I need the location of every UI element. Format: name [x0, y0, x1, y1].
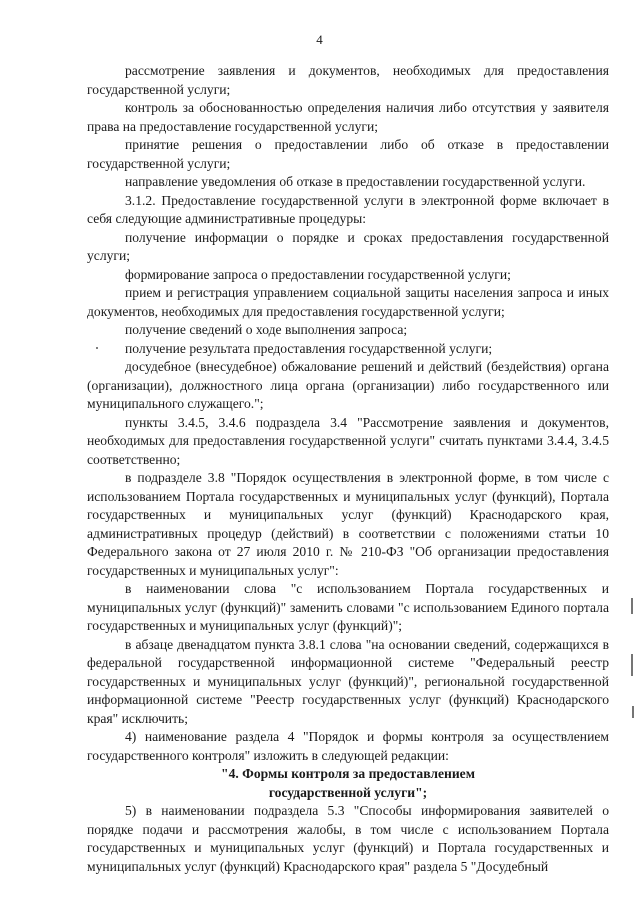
paragraph: контроль за обоснованностью определения наличия либо отсутствия у заявителя права на предоставление государственной услуги;	[87, 100, 609, 134]
paragraph: в наименовании слова "с использованием Портала государственных и муниципальных услуг (функций)" заменить словами "с использованием Единого портала государственных и муниципальных услуг (функций)";	[87, 581, 609, 633]
scan-speck	[96, 347, 98, 349]
paragraph: 5) в наименовании подраздела 5.3 "Способы информирования заявителей о порядке подачи и рассмотрения жалобы, в том числе с использованием Портала государственных и муниципальных услуг (функций) и Портала государственных и муниципальных услуг (функций) Краснодарского края" раздела 5 "Досудебный	[87, 803, 609, 874]
paragraph: рассмотрение заявления и документов, необходимых для предоставления государственной услуги;	[87, 63, 609, 97]
paragraph: досудебное (внесудебное) обжалование решений и действий (бездействия) органа (организации), должностного лица органа (организации) либо государственного или муниципального служащего.";	[87, 359, 609, 411]
scan-edge-mark	[632, 706, 634, 718]
document-body	[87, 62, 609, 876]
paragraph: в подразделе 3.8 "Порядок осуществления в электронной форме, в том числе с использованием Портала государственных и муниципальных услуг (функций), Портала государственных и муниципальных услуг (функций) Краснодарского края, административных процедур (действий) в соответствии с положениями статьи 10 Федерального закона от 27 июля 2010 г. № 210-ФЗ "Об организации предоставления государственных и муниципальных услуг":	[87, 470, 609, 578]
scan-edge-mark	[631, 598, 633, 614]
paragraph: направление уведомления об отказе в предоставлении государственной услуги.	[125, 174, 586, 189]
section-heading-line: государственной услуги";	[268, 784, 428, 800]
paragraph: получение результата предоставления государственной услуги;	[125, 340, 493, 356]
section-heading-line: "4. Формы контроля за предоставлением	[221, 766, 475, 781]
paragraph: прием и регистрация управлением социальной защиты населения запроса и иных документов, необходимых для предоставления государственной услуги;	[87, 285, 609, 319]
paragraph: 3.1.2. Предоставление государственной услуги в электронной форме включает в себя следующие административные процедуры:	[87, 192, 609, 226]
paragraph: формирование запроса о предоставлении государственной услуги;	[125, 266, 511, 282]
paragraph: пункты 3.4.5, 3.4.6 подраздела 3.4 "Рассмотрение заявления и документов, необходимых для предоставления государственной услуги" считать пунктами 3.4.4, 3.4.5 соответственно;	[87, 414, 609, 467]
paragraph: получение информации о порядке и сроках предоставления государственной услуги;	[87, 229, 609, 263]
scan-edge-mark	[631, 654, 633, 676]
page-number: 4	[316, 32, 323, 47]
paragraph: 4) наименование раздела 4 "Порядок и формы контроля за осуществлением государственного контроля" изложить в следующей редакции:	[87, 729, 609, 763]
paragraph: получение сведений о ходе выполнения запроса;	[125, 322, 408, 337]
paragraph: принятие решения о предоставлении либо об отказе в предоставлении государственной услуги;	[87, 137, 609, 171]
paragraph: в абзаце двенадцатом пункта 3.8.1 слова "на основании сведений, содержащихся в федеральной государственной информационной системе "Федеральный реестр государственных и муниципальных услуг (функций)", региональной государственной информационной системе "Реестр государственных услуг (функций) Краснодарского края" исключить;	[87, 636, 609, 726]
